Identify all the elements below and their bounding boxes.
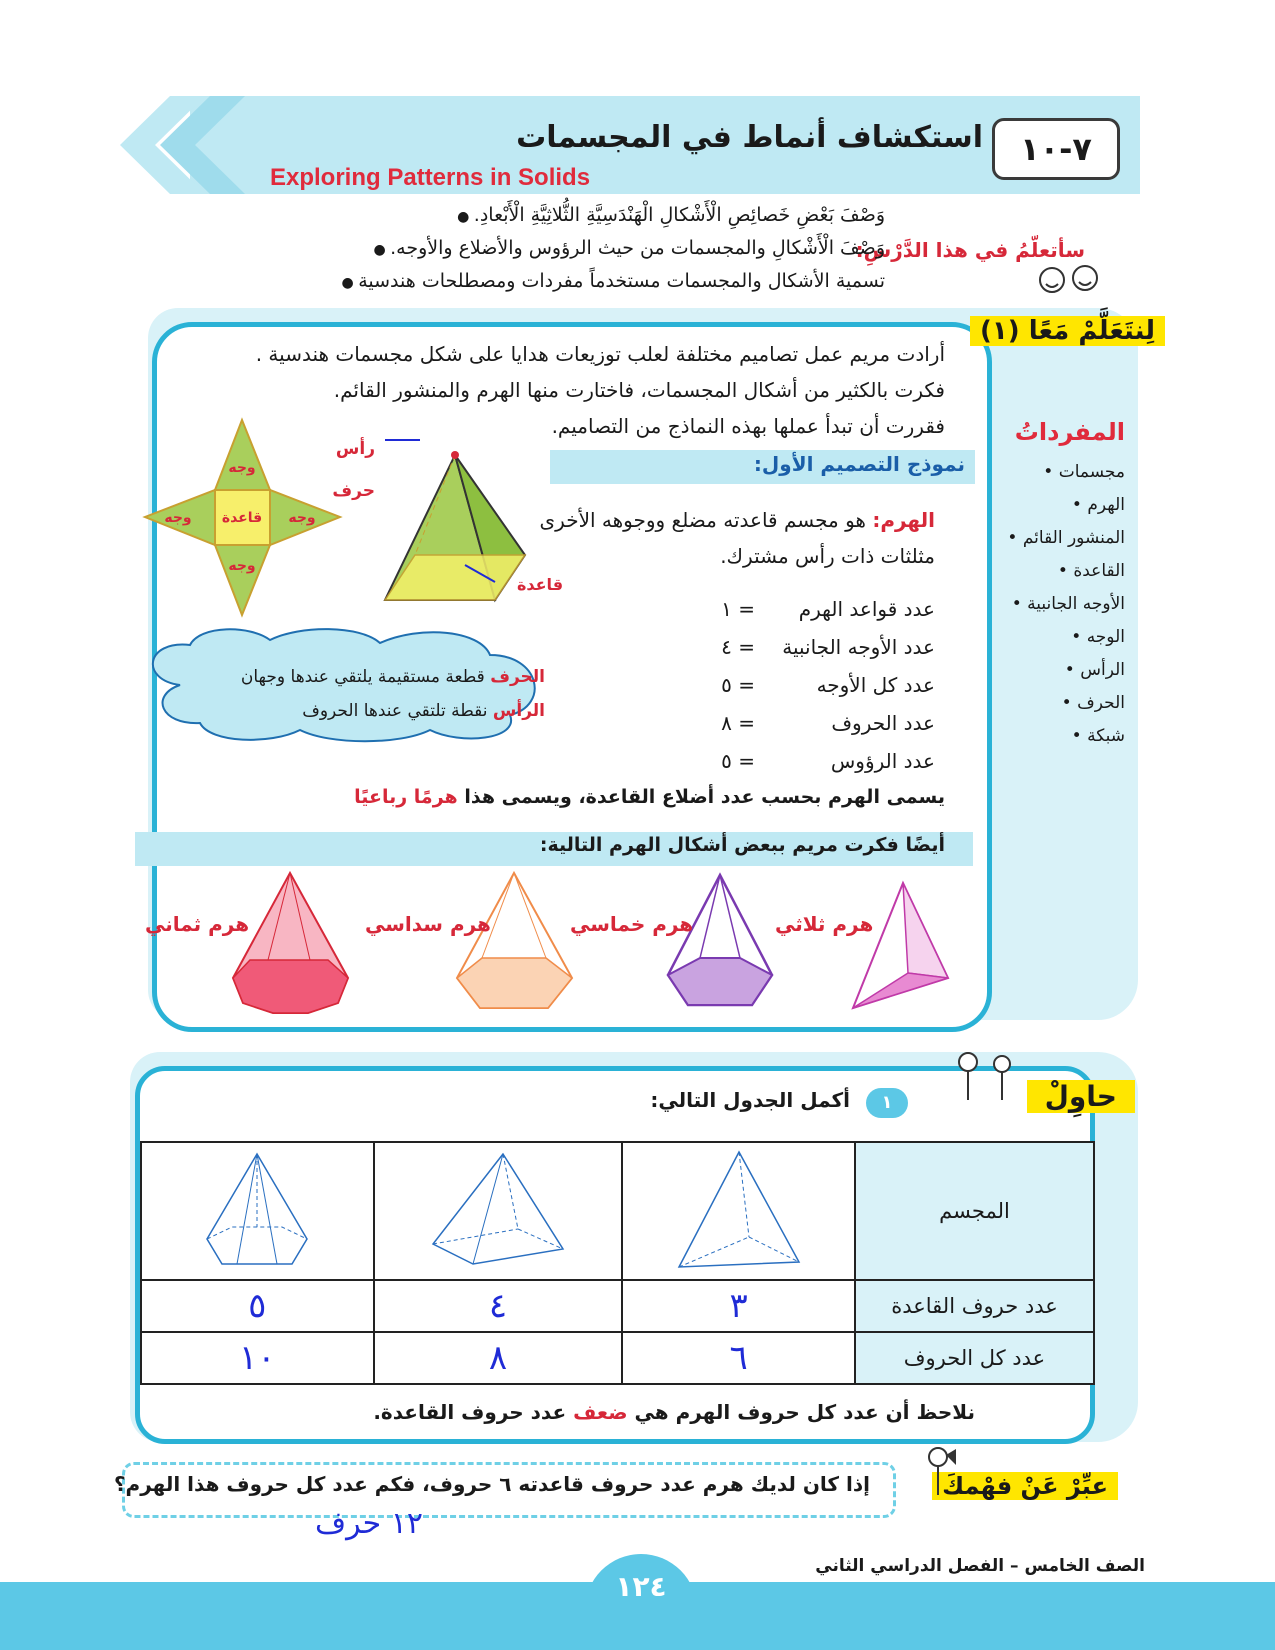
vocab-item: مجسمات • bbox=[1007, 456, 1125, 489]
triangular-pyramid bbox=[848, 878, 958, 1013]
goal-item: وَصْفَ بَعْضِ خَصائِصِ الْأَشْكالِ الْهَنْدَسِيَّةِ الثُّلاثِيَّةِ الْأَبْعادِ. ● bbox=[342, 200, 885, 233]
square-pyramid-outline bbox=[423, 1149, 573, 1269]
count-row bbox=[685, 742, 935, 780]
table-row bbox=[141, 1280, 1094, 1332]
row-label-base-edges: عدد حروف القاعدة bbox=[855, 1280, 1094, 1332]
pyramid-label: هرم ثماني bbox=[145, 912, 250, 936]
count-value: = ٥ bbox=[721, 749, 755, 773]
answer-cell[interactable]: ٤ bbox=[374, 1280, 623, 1332]
note-emphasis: ضعف bbox=[573, 1400, 628, 1424]
try-tag: حاوِلْ bbox=[1027, 1080, 1135, 1113]
row-label-solid: المجسم bbox=[855, 1142, 1094, 1280]
net-face-label: وجه bbox=[164, 510, 192, 526]
table-row bbox=[141, 1142, 1094, 1280]
count-row bbox=[685, 666, 935, 704]
count-label: عدد كل الأوجه bbox=[816, 673, 935, 697]
table-cell-square bbox=[374, 1142, 623, 1280]
cloud-definitions bbox=[165, 660, 545, 728]
row-label-all-edges: عدد كل الحروف bbox=[855, 1332, 1094, 1384]
vocab-item: شبكة • bbox=[1007, 720, 1125, 753]
also-label: أيضًا فكرت مريم ببعض أشكال الهرم التالية: bbox=[539, 834, 945, 856]
task-text: أكمل الجدول التالي: bbox=[650, 1088, 850, 1112]
lesson-number: ٧-١٠ bbox=[992, 118, 1120, 180]
question-number-badge: ١ bbox=[866, 1088, 908, 1118]
vocab-item: الحرف • bbox=[1007, 687, 1125, 720]
naming-term: هرمًا رباعيًا bbox=[354, 786, 458, 808]
pyramid-counts bbox=[685, 590, 935, 780]
kids-icon bbox=[950, 1050, 1020, 1112]
cloud-vertex-text: نقطة تلتقي عندها الحروف bbox=[302, 701, 488, 721]
pentagonal-pyramid bbox=[660, 870, 780, 1015]
page-number: ١٢٤ bbox=[615, 1570, 667, 1603]
intro-line: أرادت مريم عمل تصاميم مختلفة لعلب توزيعات هدايا على شكل مجسمات هندسية . bbox=[255, 342, 945, 366]
observation-note bbox=[373, 1400, 975, 1424]
answer-cell[interactable]: ١٠ bbox=[141, 1332, 374, 1384]
kid-megaphone-icon bbox=[918, 1445, 958, 1505]
intro-line: فكرت بالكثير من أشكال المجسمات، فاختارت منها الهرم والمنشور القائم. bbox=[333, 378, 945, 402]
intro-text bbox=[256, 336, 945, 444]
triangular-pyramid-outline bbox=[669, 1147, 809, 1272]
lesson-title-english: Exploring Patterns in Solids bbox=[270, 164, 591, 191]
count-label: عدد الأوجه الجانبية bbox=[782, 635, 935, 659]
kids-icon bbox=[1030, 262, 1110, 304]
naming-rule bbox=[354, 786, 945, 808]
count-row bbox=[685, 590, 935, 628]
pentagonal-pyramid-outline bbox=[187, 1149, 327, 1269]
net-base-label: قاعدة bbox=[221, 510, 263, 526]
grade-label: الصف الخامس – الفصل الدراسي الثاني bbox=[815, 1556, 1145, 1576]
count-value: = ٤ bbox=[721, 635, 755, 659]
net-face-label: وجه bbox=[288, 510, 316, 526]
model-label: نموذج التصميم الأول: bbox=[753, 452, 965, 476]
count-row bbox=[685, 628, 935, 666]
vocab-item: المنشور القائم • bbox=[1007, 522, 1125, 555]
goals-list bbox=[342, 200, 885, 299]
count-value: = ٥ bbox=[721, 673, 755, 697]
count-row bbox=[685, 704, 935, 742]
cloud-edge-text: قطعة مستقيمة يلتقي عندها وجهان bbox=[240, 667, 485, 687]
pyramid-label: هرم ثلاثي bbox=[775, 912, 874, 936]
express-question: إذا كان لديك هرم عدد حروف قاعدته ٦ حروف، فكم عدد كل حروف هذا الهرم؟ bbox=[113, 1472, 870, 1496]
cloud-vertex-term: الرأس bbox=[492, 701, 545, 721]
answer-cell[interactable]: ٣ bbox=[622, 1280, 855, 1332]
learn-together-tag: لِنتَعَلَّمْ مَعًا (١) bbox=[970, 316, 1165, 346]
naming-text: يسمى الهرم بحسب عدد أضلاع القاعدة، ويسمى هذا bbox=[464, 786, 945, 808]
answer-cell[interactable]: ٨ bbox=[374, 1332, 623, 1384]
apex-label: رأس bbox=[335, 439, 375, 459]
pyramid-net-diagram bbox=[140, 420, 350, 620]
net-face-label: وجه bbox=[228, 460, 256, 476]
count-label: عدد الحروف bbox=[831, 711, 935, 735]
vocab-item: الوجه • bbox=[1007, 621, 1125, 654]
cloud-edge-line bbox=[165, 660, 545, 694]
vocab-item: الأوجه الجانبية • bbox=[1007, 588, 1125, 621]
pyramid-label: هرم خماسي bbox=[570, 912, 694, 936]
definition-term: الهرم: bbox=[872, 508, 935, 532]
note-text: عدد حروف القاعدة. bbox=[373, 1400, 567, 1424]
pyramid-label: هرم سداسي bbox=[365, 912, 491, 936]
vocab-item: الرأس • bbox=[1007, 654, 1125, 687]
cloud-vertex-line bbox=[165, 694, 545, 728]
vocab-item: الهرم • bbox=[1007, 489, 1125, 522]
pyramid-definition bbox=[505, 502, 935, 574]
vocab-item: القاعدة • bbox=[1007, 555, 1125, 588]
count-value: = ٨ bbox=[721, 711, 755, 735]
table-row bbox=[141, 1332, 1094, 1384]
count-value: = ١ bbox=[721, 597, 755, 621]
cloud-edge-term: الحرف bbox=[490, 667, 545, 687]
base-label: قاعدة bbox=[516, 575, 564, 594]
answer-cell[interactable]: ٥ bbox=[141, 1280, 374, 1332]
goal-item: وَصْفَ الْأَشْكالِ والمجسمات من حيث الرؤوس والأضلاع والأوجه. ● bbox=[342, 233, 885, 266]
definition-text: هو مجسم قاعدته مضلع ووجوهه الأخرى مثلثات ذات رأس مشترك. bbox=[539, 508, 935, 568]
intro-line: فقررت أن تبدأ عملها بهذه النماذج من التصاميم. bbox=[551, 414, 945, 438]
table-cell-pentagonal bbox=[141, 1142, 374, 1280]
count-label: عدد الرؤوس bbox=[830, 749, 935, 773]
hexagonal-pyramid bbox=[452, 868, 577, 1018]
count-label: عدد قواعد الهرم bbox=[798, 597, 935, 621]
handwritten-answer[interactable]: ١٢ حرف bbox=[315, 1506, 423, 1541]
octagonal-pyramid bbox=[228, 868, 353, 1018]
pyramid-table bbox=[140, 1141, 1095, 1385]
goals-label: سأتعلّمُ في هذا الدَّرْسِ: bbox=[855, 238, 1085, 262]
vocab-list bbox=[1007, 456, 1125, 753]
vocab-title: المفرداتُ bbox=[1014, 418, 1125, 446]
net-face-label: وجه bbox=[228, 558, 256, 574]
table-cell-triangular bbox=[622, 1142, 855, 1280]
chevrons-decoration bbox=[110, 96, 250, 194]
answer-cell[interactable]: ٦ bbox=[622, 1332, 855, 1384]
edge-label: حرف bbox=[332, 481, 375, 501]
lesson-title: استكشاف أنماط في المجسمات bbox=[516, 120, 983, 155]
note-text: نلاحظ أن عدد كل حروف الهرم هي bbox=[634, 1400, 975, 1424]
express-tag: عبِّرْ عَنْ فهْمكَ bbox=[932, 1472, 1118, 1500]
goal-item: تسمية الأشكال والمجسمات مستخدماً مفردات ومصطلحات هندسية ● bbox=[342, 266, 885, 299]
